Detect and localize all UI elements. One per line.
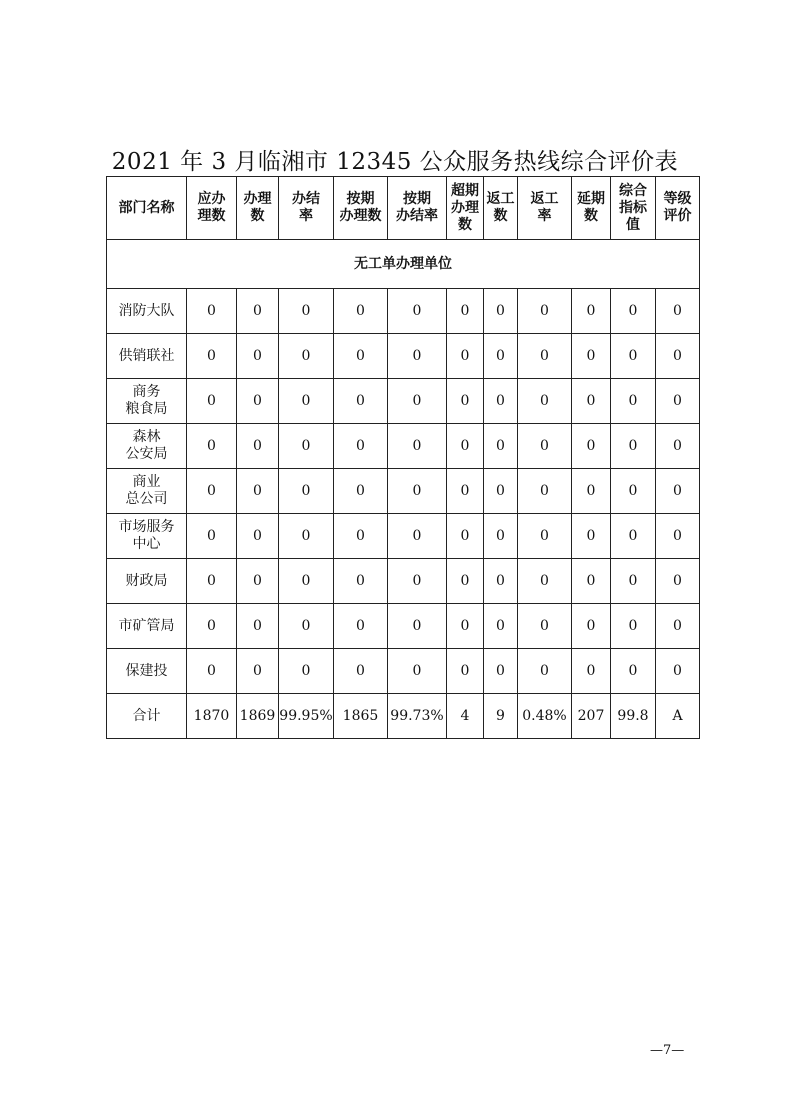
table-cell: 0 (656, 649, 700, 694)
table-cell: 0 (447, 379, 484, 424)
table-cell: 0 (187, 469, 237, 514)
table-row (107, 289, 700, 334)
table-cell: 0 (187, 379, 237, 424)
table-cell: 0 (279, 334, 334, 379)
table-cell: 0 (334, 379, 388, 424)
table-cell: 0 (279, 514, 334, 559)
table-header-row (107, 177, 700, 240)
column-header (447, 177, 484, 240)
table-cell: 0 (484, 379, 518, 424)
table-cell: 1865 (334, 694, 388, 739)
table-cell: 0 (518, 379, 572, 424)
column-header-line: 办理 (243, 191, 272, 207)
table-cell: 0 (447, 649, 484, 694)
department-name-line: 中心 (132, 536, 161, 552)
column-header-line: 办结率 (396, 208, 438, 224)
column-header-line: 值 (626, 216, 640, 233)
table-cell: 0 (334, 469, 388, 514)
department-name (107, 379, 187, 424)
department-name-line: 供销联社 (118, 347, 175, 364)
table-row (107, 469, 700, 514)
page-title: 2021 年 3 月临湘市 12345 公众服务热线综合评价表 (111, 149, 679, 175)
table-cell: 0 (447, 334, 484, 379)
table-cell: 0 (484, 469, 518, 514)
table-cell: 0 (334, 514, 388, 559)
column-header-line: 返工 (530, 191, 559, 207)
evaluation-table (106, 176, 700, 739)
table-cell: 0 (187, 559, 237, 604)
column-header-line: 办理数 (339, 208, 382, 224)
table-cell: 207 (572, 694, 611, 739)
table-cell: 0 (611, 514, 656, 559)
page-number: —7— (650, 1043, 685, 1058)
table-cell: 0 (187, 649, 237, 694)
column-header-line: 率 (537, 208, 552, 224)
department-name-line: 消防大队 (118, 302, 175, 319)
department-name (107, 424, 187, 469)
table-cell: 0 (611, 649, 656, 694)
column-header-line: 按期 (403, 191, 431, 207)
table-cell: 0 (447, 559, 484, 604)
table-row (107, 379, 700, 424)
table-cell: 0 (572, 424, 611, 469)
column-header-line: 返工 (486, 191, 515, 207)
table-cell: 0 (388, 649, 447, 694)
table-cell: 0 (484, 604, 518, 649)
column-header-line: 部门名称 (118, 199, 175, 216)
table-cell: 0 (518, 334, 572, 379)
table-cell: 0 (611, 379, 656, 424)
table-cell: 0 (388, 604, 447, 649)
table-cell: 0 (237, 424, 279, 469)
table-cell: 99.8 (611, 694, 656, 739)
table-cell: 99.95% (279, 694, 334, 739)
table-cell: 0 (334, 334, 388, 379)
table-cell: 0 (447, 604, 484, 649)
table-cell: 4 (447, 694, 484, 739)
table-cell: 0 (518, 514, 572, 559)
department-name-line: 市场服务 (118, 519, 175, 535)
table-cell: 0 (611, 559, 656, 604)
table-cell: 0 (187, 604, 237, 649)
department-name-line: 合计 (132, 707, 161, 724)
table-cell: 0 (611, 424, 656, 469)
table-cell: 0 (388, 289, 447, 334)
department-name-line: 商业 (132, 474, 161, 490)
table-cell: 0 (656, 604, 700, 649)
column-header (388, 177, 447, 240)
column-header-line: 数 (584, 208, 598, 224)
table-cell: 0 (279, 469, 334, 514)
table-cell: 0.48% (518, 694, 572, 739)
table-cell: 0 (484, 514, 518, 559)
table-cell: 0 (237, 469, 279, 514)
department-name (107, 469, 187, 514)
table-cell: 0 (656, 334, 700, 379)
column-header-line: 办理 (451, 199, 479, 216)
table-cell: 0 (656, 559, 700, 604)
column-header-line: 综合 (619, 182, 647, 199)
column-header (279, 177, 334, 240)
table-cell: 0 (334, 604, 388, 649)
column-header (656, 177, 700, 240)
table-cell: 0 (279, 379, 334, 424)
table-cell: 0 (484, 424, 518, 469)
table-cell: 0 (279, 649, 334, 694)
table-cell: 0 (388, 514, 447, 559)
column-header (611, 177, 656, 240)
table-cell: 1869 (237, 694, 279, 739)
table-row (107, 514, 700, 559)
table-row (107, 604, 700, 649)
department-name (107, 514, 187, 559)
column-header-line: 评价 (663, 208, 692, 224)
table-cell: 0 (187, 334, 237, 379)
table-cell: 0 (187, 514, 237, 559)
table-cell: 0 (572, 334, 611, 379)
table-cell: 0 (518, 469, 572, 514)
table-cell: 0 (518, 424, 572, 469)
department-name-line: 市矿管局 (118, 617, 175, 634)
table-row (107, 649, 700, 694)
column-header-line: 数 (250, 208, 265, 224)
table-cell: 0 (447, 469, 484, 514)
table-cell: 0 (656, 469, 700, 514)
table-cell: 0 (388, 379, 447, 424)
table-cell: 0 (279, 424, 334, 469)
section-row (107, 240, 700, 289)
table-cell: 0 (388, 559, 447, 604)
table-cell: 0 (572, 289, 611, 334)
table-cell: 0 (187, 424, 237, 469)
column-header-line: 率 (299, 208, 313, 224)
column-header (107, 177, 187, 240)
table-cell: 0 (334, 424, 388, 469)
table-cell: 0 (518, 559, 572, 604)
department-name-line: 财政局 (125, 572, 168, 589)
table-cell: 0 (388, 334, 447, 379)
table-cell: 0 (611, 469, 656, 514)
column-header (237, 177, 279, 240)
table-cell: 0 (572, 559, 611, 604)
table-cell: 0 (518, 289, 572, 334)
table-cell: 9 (484, 694, 518, 739)
table-cell: 0 (237, 334, 279, 379)
section-label: 无工单办理单位 (107, 240, 700, 289)
column-header (484, 177, 518, 240)
department-name (107, 604, 187, 649)
table-cell: 0 (656, 379, 700, 424)
table-cell: 1870 (187, 694, 237, 739)
column-header-line: 指标 (619, 199, 647, 216)
column-header-line: 数 (493, 208, 508, 224)
table-cell: 0 (187, 289, 237, 334)
column-header-line: 办结 (292, 191, 320, 207)
table-cell: 0 (447, 424, 484, 469)
column-header-line: 数 (458, 216, 472, 233)
column-header (572, 177, 611, 240)
table-cell: 0 (334, 649, 388, 694)
column-header (334, 177, 388, 240)
department-name-line: 商务 (132, 384, 161, 400)
table-cell: 0 (656, 424, 700, 469)
table-cell: 0 (279, 604, 334, 649)
table-cell: 0 (611, 334, 656, 379)
table-cell: 0 (572, 379, 611, 424)
table-cell: 0 (237, 514, 279, 559)
table-cell: 99.73% (388, 694, 447, 739)
table-cell: 0 (484, 649, 518, 694)
column-header-line: 按期 (346, 191, 375, 207)
department-name (107, 334, 187, 379)
table-cell: 0 (334, 289, 388, 334)
table-cell: 0 (237, 649, 279, 694)
column-header-line: 应办 (197, 191, 226, 207)
column-header (518, 177, 572, 240)
table-cell: 0 (518, 604, 572, 649)
table-cell: 0 (447, 289, 484, 334)
table-cell: 0 (484, 289, 518, 334)
table-cell: 0 (447, 514, 484, 559)
table-cell: 0 (656, 514, 700, 559)
department-name-line: 森林 (132, 429, 161, 445)
table-cell: 0 (572, 604, 611, 649)
column-header-line: 超期 (451, 182, 479, 199)
table-row (107, 334, 700, 379)
department-name (107, 649, 187, 694)
department-name-line: 保建投 (125, 662, 168, 679)
table-cell: 0 (388, 424, 447, 469)
department-name-line: 粮食局 (125, 401, 168, 417)
department-name-line: 公安局 (125, 446, 168, 462)
table-cell: A (656, 694, 700, 739)
department-name (107, 289, 187, 334)
department-name (107, 559, 187, 604)
table-cell: 0 (572, 469, 611, 514)
department-name-line: 总公司 (125, 491, 168, 507)
table-cell: 0 (518, 649, 572, 694)
column-header-line: 等级 (663, 191, 692, 207)
table-cell: 0 (484, 559, 518, 604)
department-name (107, 694, 187, 739)
table-cell: 0 (237, 379, 279, 424)
table-cell: 0 (572, 649, 611, 694)
table-cell: 0 (484, 334, 518, 379)
table-cell: 0 (611, 289, 656, 334)
table-cell: 0 (237, 559, 279, 604)
table-row (107, 424, 700, 469)
column-header-line: 理数 (197, 208, 226, 224)
table-cell: 0 (279, 559, 334, 604)
column-header (187, 177, 237, 240)
table-cell: 0 (237, 604, 279, 649)
table-row (107, 559, 700, 604)
table-cell: 0 (388, 469, 447, 514)
table-cell: 0 (656, 289, 700, 334)
table-cell: 0 (572, 514, 611, 559)
table-cell: 0 (237, 289, 279, 334)
total-row (107, 694, 700, 739)
column-header-line: 延期 (577, 191, 605, 207)
table-cell: 0 (334, 559, 388, 604)
table-cell: 0 (611, 604, 656, 649)
table-cell: 0 (279, 289, 334, 334)
